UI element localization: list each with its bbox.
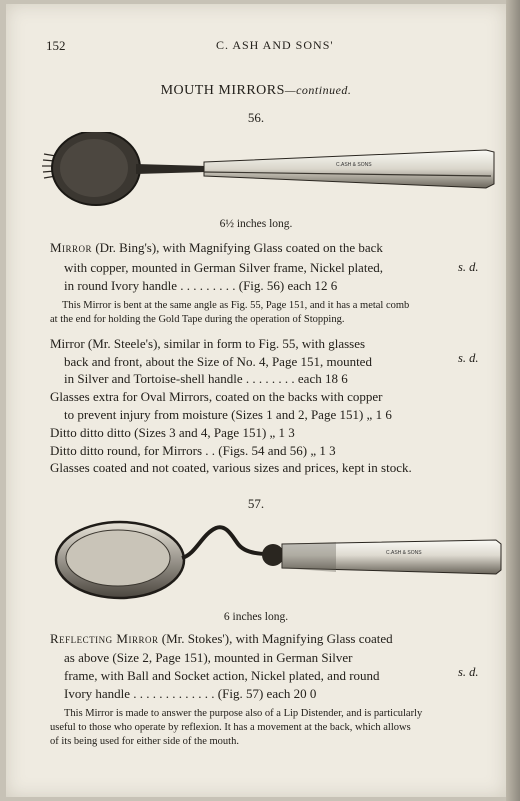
figure-56-caption: 6½ inches long.	[219, 218, 293, 230]
running-title: C. ASH AND SONS'	[216, 38, 334, 52]
item1-line1: Mirror (Dr. Bing's), with Magnifying Glass coated on the back	[50, 240, 383, 255]
item1-note-2: at the end for holding the Gold Tape during the operation of Stopping.	[50, 314, 345, 325]
item2-line6: Ditto ditto ditto (Sizes 3 and 4, Page 151) „ 1 3	[50, 425, 295, 440]
item2-line2: back and front, about the Size of No. 4, Page 151, mounted	[64, 354, 372, 369]
item2-line4: Glasses extra for Oval Mirrors, coated on the backs with copper	[50, 389, 383, 404]
item2-line8: Glasses coated and not coated, various sizes and prices, kept in stock.	[50, 460, 412, 475]
figure-56-number: 56.	[247, 110, 265, 125]
item2-price-line: in Silver and Tortoise-shell handle . . . . . . . . each 18 6	[64, 371, 348, 386]
figure-57-caption: 6 inches long.	[223, 611, 289, 623]
book-binding-edge	[506, 0, 520, 801]
section-title-sub: —continued.	[284, 83, 352, 97]
item3-price-line: Ivory handle . . . . . . . . . . . . . (Fig. 57) each 20 0	[64, 686, 317, 701]
page-header	[6, 38, 506, 58]
figure-57-illustration	[46, 514, 506, 604]
figure-56-stamp: C.ASH & SONS	[336, 162, 372, 168]
item3-line3: frame, with Ball and Socket action, Nickel plated, and round	[64, 668, 380, 683]
item3-line2: as above (Size 2, Page 151), mounted in German Silver	[64, 650, 353, 665]
item1-currency: s. d.	[458, 260, 479, 274]
item1-lead: Mirror	[50, 240, 93, 255]
item3-note-2: useful to those who operate by reflexion. It has a movement at the back, which allows	[50, 722, 411, 733]
figure-57-number: 57.	[247, 496, 265, 511]
item3-currency: s. d.	[458, 665, 479, 679]
item2-line1: Mirror (Mr. Steele's), similar in form to Fig. 55, with glasses	[50, 336, 366, 351]
figure-57-stamp: C.ASH & SONS	[386, 550, 422, 556]
section-title	[6, 83, 506, 99]
item3-note-1: This Mirror is made to answer the purpose also of a Lip Distender, and is particularly	[64, 708, 423, 719]
page-number: 152	[46, 38, 66, 53]
item3-note-3: of its being used for either side of the mouth.	[50, 736, 239, 747]
item1-price-line: in round Ivory handle . . . . . . . . . (Fig. 56) each 12 6	[64, 278, 338, 293]
item2-line7: Ditto ditto round, for Mirrors . . (Figs. 54 and 56) „ 1 3	[50, 443, 336, 458]
item1-note-1: This Mirror is bent at the same angle as Fig. 55, Page 151, and it has a metal comb	[62, 300, 410, 311]
figure-56-illustration	[36, 132, 506, 212]
item2-currency: s. d.	[458, 351, 479, 365]
item2-line5: to prevent injury from moisture (Sizes 1 and 2, Page 151) „ 1 6	[64, 407, 392, 422]
section-title-main: MOUTH MIRRORS	[160, 83, 285, 98]
catalog-page	[6, 4, 506, 797]
item3-line1: Reflecting Mirror (Mr. Stokes'), with Magnifying Glass coated	[50, 631, 393, 646]
item1-line2: with copper, mounted in German Silver frame, Nickel plated,	[64, 260, 383, 275]
item3-lead: Reflecting Mirror	[50, 631, 159, 646]
